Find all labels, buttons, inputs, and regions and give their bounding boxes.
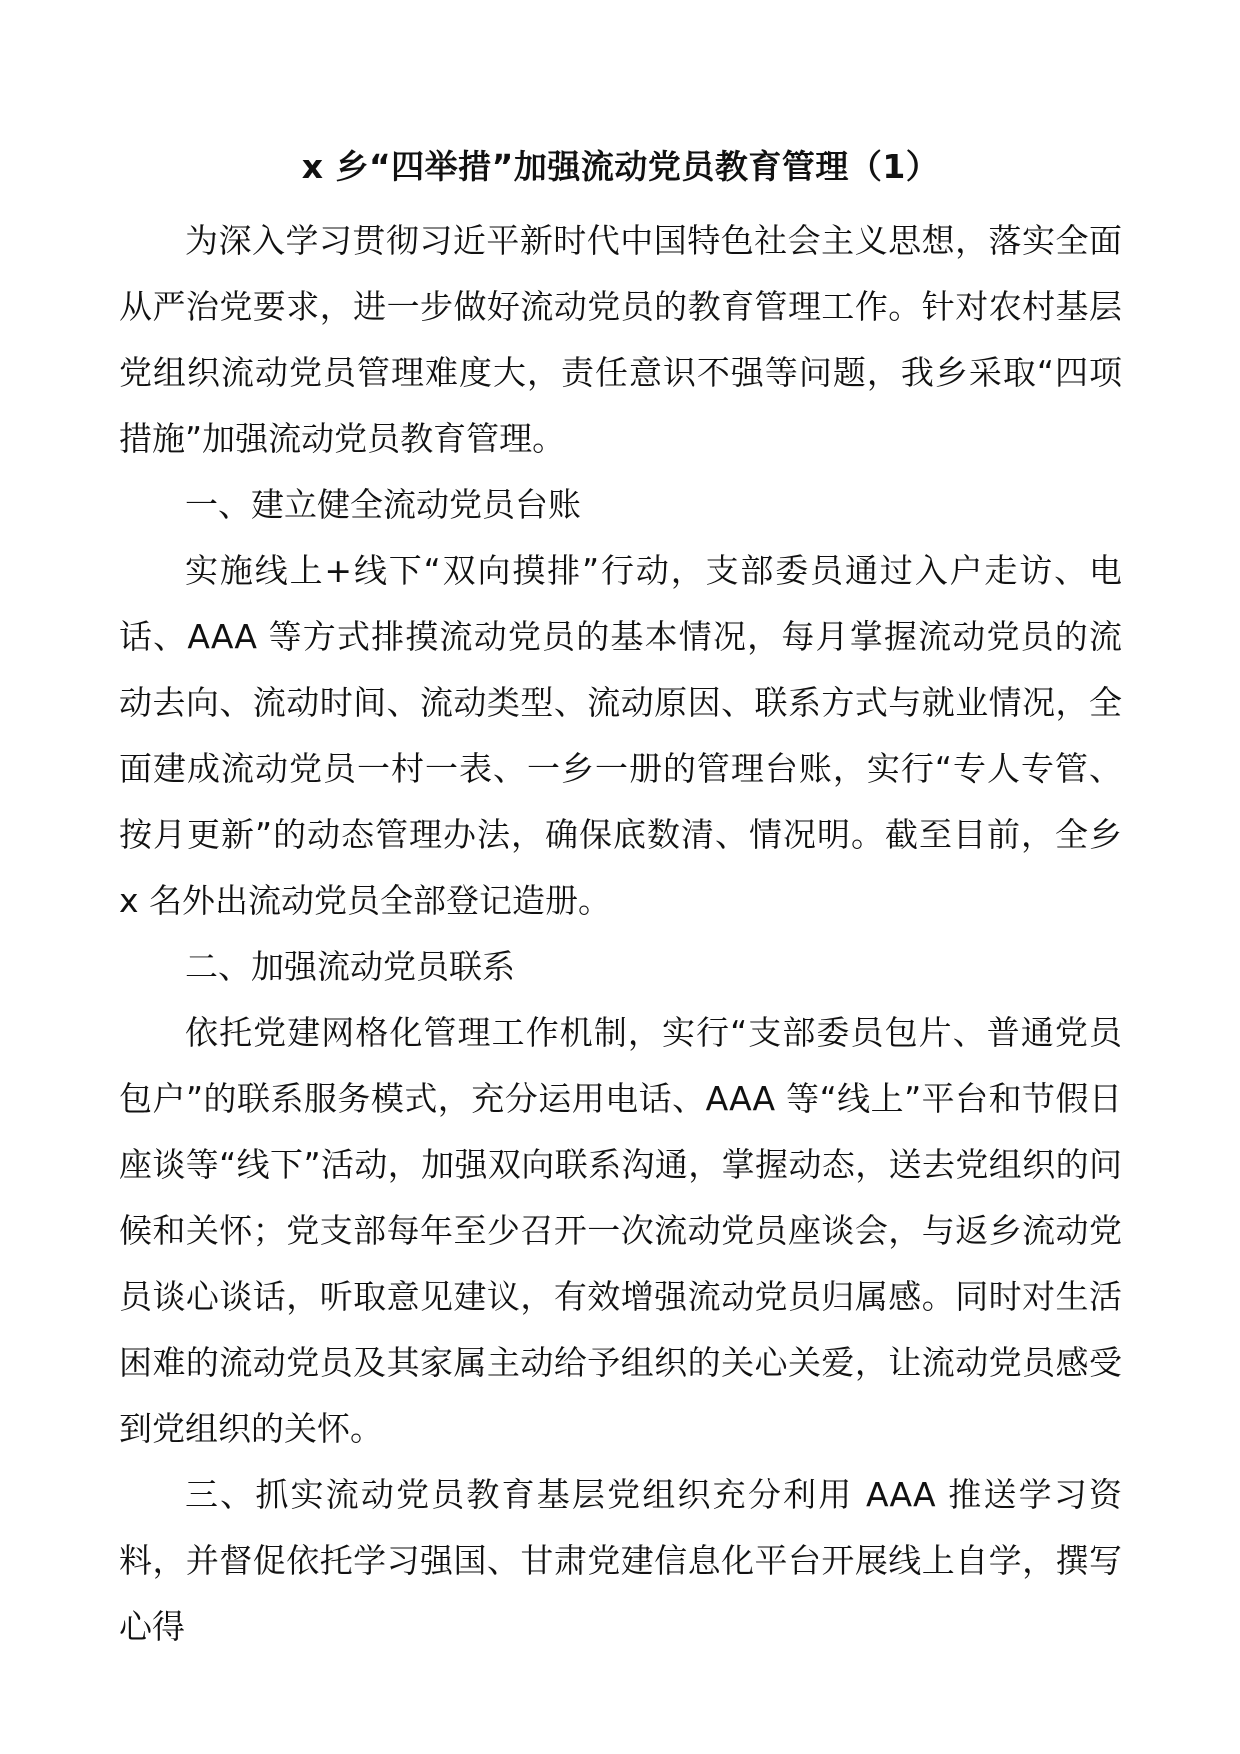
intro-paragraph: 为深入学习贯彻习近平新时代中国特色社会主义思想，落实全面从严治党要求，进一步做好流动党员的教育管理工作。针对农村基层党组织流动党员管理难度大，责任意识不强等问题，我乡采取“四项措施”加强流动党员教育管理。 (119, 221, 1122, 458)
section-2-paragraph: 依托党建网格化管理工作机制，实行“支部委员包片、普通党员包户”的联系服务模式，充分运用电话、AAA 等“线上”平台和节假日座谈等“线下”活动，加强双向联系沟通，掌握动态，送去党组织的问候和关怀；党支部每年至少召开一次流动党员座谈会，与返乡流动党员谈心谈话，听取意见建议，有效增强流动党员归属感。同时对生活困难的流动党员及其家属主动给予组织的关心关爱，让流动党员感受到党组织的关怀。 (119, 1013, 1122, 1448)
document-body (119, 140, 1122, 1660)
section-3-paragraph: 三、抓实流动党员教育基层党组织充分利用 AAA 推送学习资料，并督促依托学习强国、甘肃党建信息化平台开展线上自学，撰写心得 (119, 1475, 1122, 1646)
document-title: x 乡“四举措”加强流动党员教育管理（1） (301, 147, 940, 186)
section-2-heading: 二、加强流动党员联系 (185, 947, 515, 986)
section-1-paragraph: 实施线上+线下“双向摸排”行动，支部委员通过入户走访、电话、AAA 等方式排摸流动党员的基本情况，每月掌握流动党员的流动去向、流动时间、流动类型、流动原因、联系方式与就业情况，全面建成流动党员一村一表、一乡一册的管理台账，实行“专人专管、按月更新”的动态管理办法，确保底数清、情况明。截至目前，全乡 x 名外出流动党员全部登记造册。 (119, 551, 1122, 920)
section-1-heading: 一、建立健全流动党员台账 (185, 485, 581, 524)
